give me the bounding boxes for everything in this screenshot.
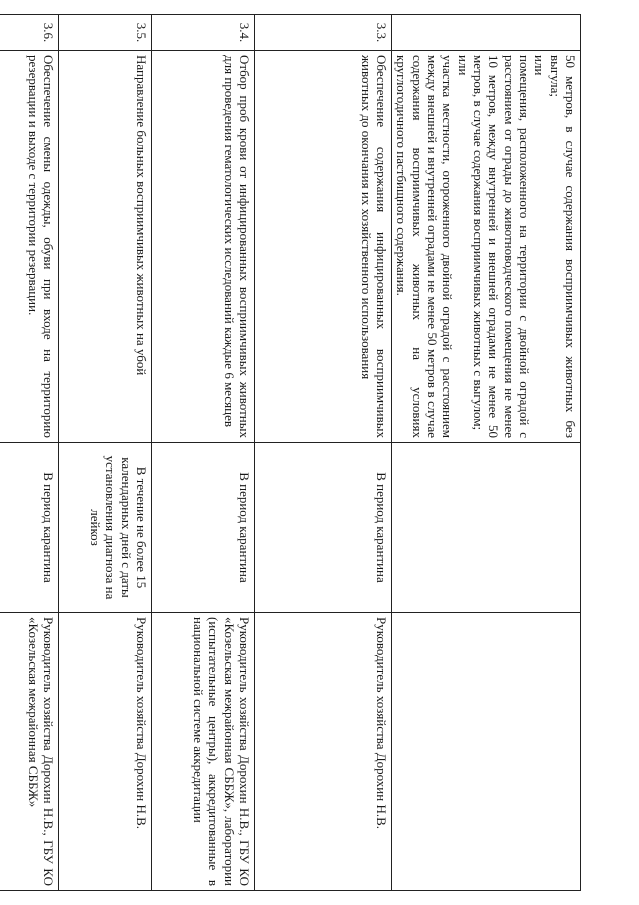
action-text: Обеспечение смены одежды, обуви при входе на территорию резервации и выходе с территории резервации. xyxy=(25,55,57,438)
action-cell xyxy=(59,51,152,443)
action-text: Направление больных восприимчивых животных на убой xyxy=(134,55,150,376)
responsible-cell: Руководитель хозяйства Дорохин Н.В., ГБУ КО «Козельская межрайонная СББЖ» xyxy=(0,613,59,891)
action-text: 50 метров, в случае содержания восприимчивых животных без выгула; xyxy=(547,55,578,438)
responsible-cell: Руководитель хозяйства Дорохин Н.В., ГБУ КО «Козельская межрайонная СББЖ», лаборатории (испытательные центры), аккредитованные в национальной системе аккредитации xyxy=(152,613,255,891)
action-text: помещения, расположенного на территории с двойной оградой с расстоянием от ограды до животноводческого помещения не менее 10 метров, между внутренней и внешней оградами не менее 50 метров, в случае содержания восприимчивых животных с выгулом; xyxy=(471,55,533,438)
responsible-cell: Руководитель хозяйства Дорохин Н.В. xyxy=(59,613,152,891)
action-cell xyxy=(0,51,59,443)
responsible-cell xyxy=(392,613,581,891)
row-number xyxy=(392,15,581,51)
action-text: Отбор проб крови от инфицированных восприимчивых животных для проведения гематологических исследований каждые 6 месяцев xyxy=(221,55,253,438)
table-row xyxy=(152,15,255,891)
responsible-cell: Руководитель хозяйства Дорохин Н.В. xyxy=(255,613,392,891)
measures-table xyxy=(0,14,581,891)
table-row xyxy=(59,15,152,891)
action-text: Обеспечение содержания инфицированных восприимчивых животных до окончания их хозяйственного использования xyxy=(358,55,390,438)
action-cell xyxy=(392,51,581,443)
term-cell: В период карантина xyxy=(152,443,255,613)
action-text: или xyxy=(532,55,548,76)
table-row xyxy=(392,15,581,891)
table-row xyxy=(0,15,59,891)
row-number: 3.4. xyxy=(152,15,255,51)
term-cell: В течение не более 15 календарных дней с даты установления диагноза на лейкоз xyxy=(59,443,152,613)
action-text: или xyxy=(455,55,471,76)
term-cell xyxy=(392,443,581,613)
term-cell: В период карантина xyxy=(255,443,392,613)
table-row xyxy=(255,15,392,891)
action-cell xyxy=(152,51,255,443)
row-number: 3.6. xyxy=(0,15,59,51)
action-cell xyxy=(255,51,392,443)
action-text: участка местности, огороженного двойной оградой с расстоянием между внешней и внутренней оградами не менее 50 метров в случае содержания восприимчивых животных на условиях круглогодичного пастбищного содержания. xyxy=(394,55,456,438)
term-cell: В период карантина xyxy=(0,443,59,613)
row-number: 3.3. xyxy=(255,15,392,51)
row-number: 3.5. xyxy=(59,15,152,51)
